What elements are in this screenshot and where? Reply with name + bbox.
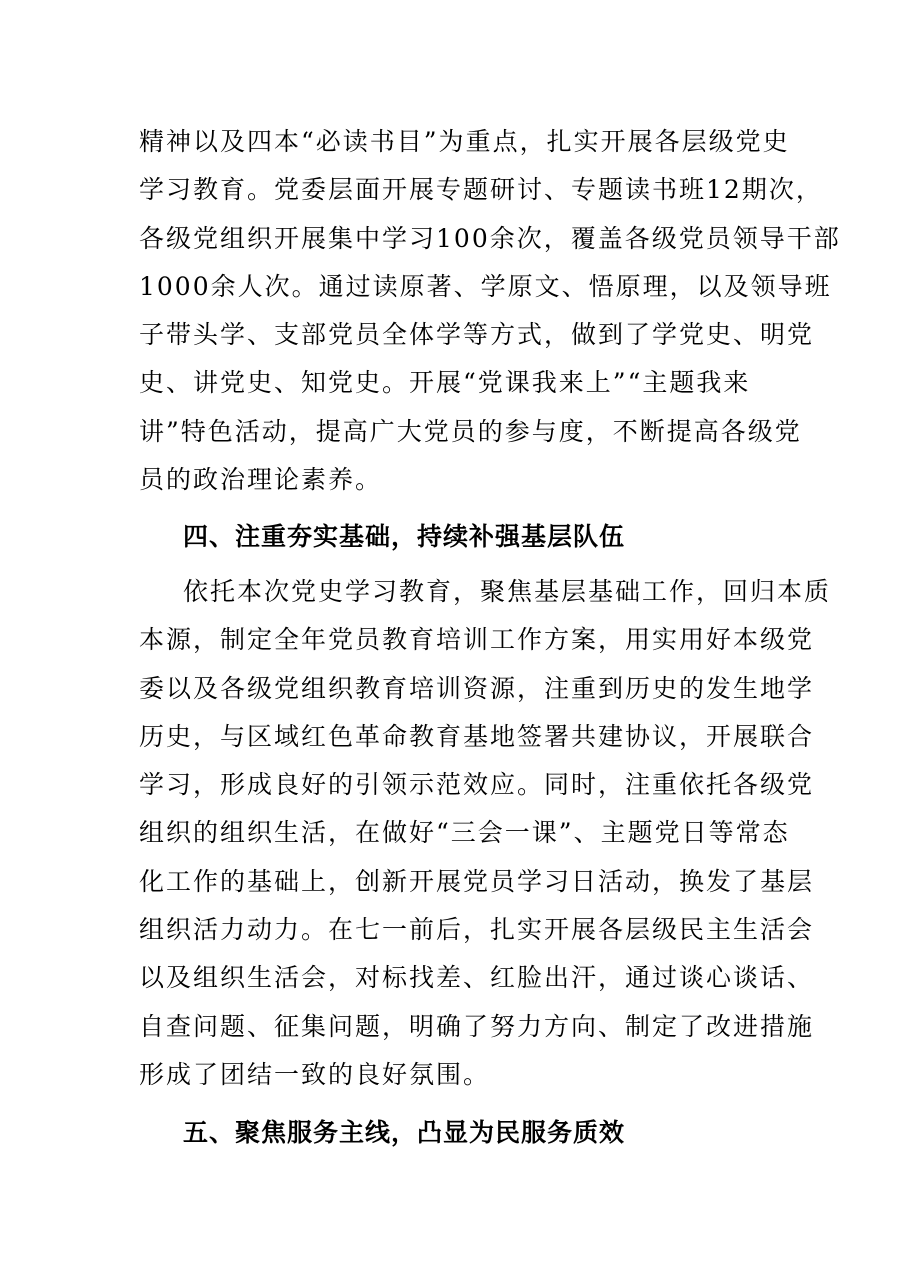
paragraph-line: 委以及各级党组织教育培训资源，注重到历史的发生地学 — [139, 673, 815, 703]
paragraph-line: 自查问题、征集问题，明确了努力方向、制定了改进措施 — [139, 1011, 815, 1041]
paragraph-line: 员的政治理论素养。 — [139, 465, 383, 495]
paragraph-line: 各级党组织开展集中学习100余次，覆盖各级党员领导干部 — [139, 223, 841, 253]
paragraph-line: 1000余人次。通过读原著、学原文、悟原理，以及领导班 — [139, 271, 832, 301]
paragraph-line: 子带头学、支部党员全体学等方式，做到了学党史、明党 — [139, 320, 815, 350]
paragraph-line: 形成了团结一致的良好氛围。 — [139, 1059, 491, 1089]
paragraph-line: 化工作的基础上，创新开展党员学习日活动，换发了基层 — [139, 866, 815, 896]
paragraph-line: 精神以及四本“必读书目”为重点，扎实开展各层级党史 — [139, 127, 790, 156]
section-heading-4: 四、注重夯实基础，持续补强基层队伍 — [183, 522, 626, 551]
paragraph-line: 组织活力动力。在七一前后，扎实开展各层级民主生活会 — [139, 915, 815, 945]
paragraph-grassroots-team — [139, 568, 832, 1099]
paragraph-line: 讲”特色活动，提高广大党员的参与度，不断提高各级党 — [139, 416, 802, 446]
paragraph-line: 本源，制定全年党员教育培训工作方案，用实用好本级党 — [139, 625, 815, 655]
paragraph-line: 依托本次党史学习教育，聚焦基层基础工作，回归本质 — [183, 577, 832, 606]
paragraph-line: 历史，与区域红色革命教育基地签署共建协议，开展联合 — [139, 721, 815, 751]
paragraph-party-history-study — [139, 118, 841, 504]
paragraph-line: 学习教育。党委层面开展专题研讨、专题读书班12期次， — [139, 175, 823, 205]
paragraph-line: 组织的组织生活，在做好“三会一课”、主题党日等常态 — [139, 818, 790, 848]
section-heading-5: 五、聚焦服务主线，凸显为民服务质效 — [183, 1118, 626, 1147]
paragraph-line: 以及组织生活会，对标找差、红脸出汗，通过谈心谈话、 — [139, 963, 815, 993]
paragraph-line: 学习，形成良好的引领示范效应。同时，注重依托各级党 — [139, 770, 815, 800]
paragraph-line: 史、讲党史、知党史。开展“党课我来上”“主题我来 — [139, 368, 751, 398]
